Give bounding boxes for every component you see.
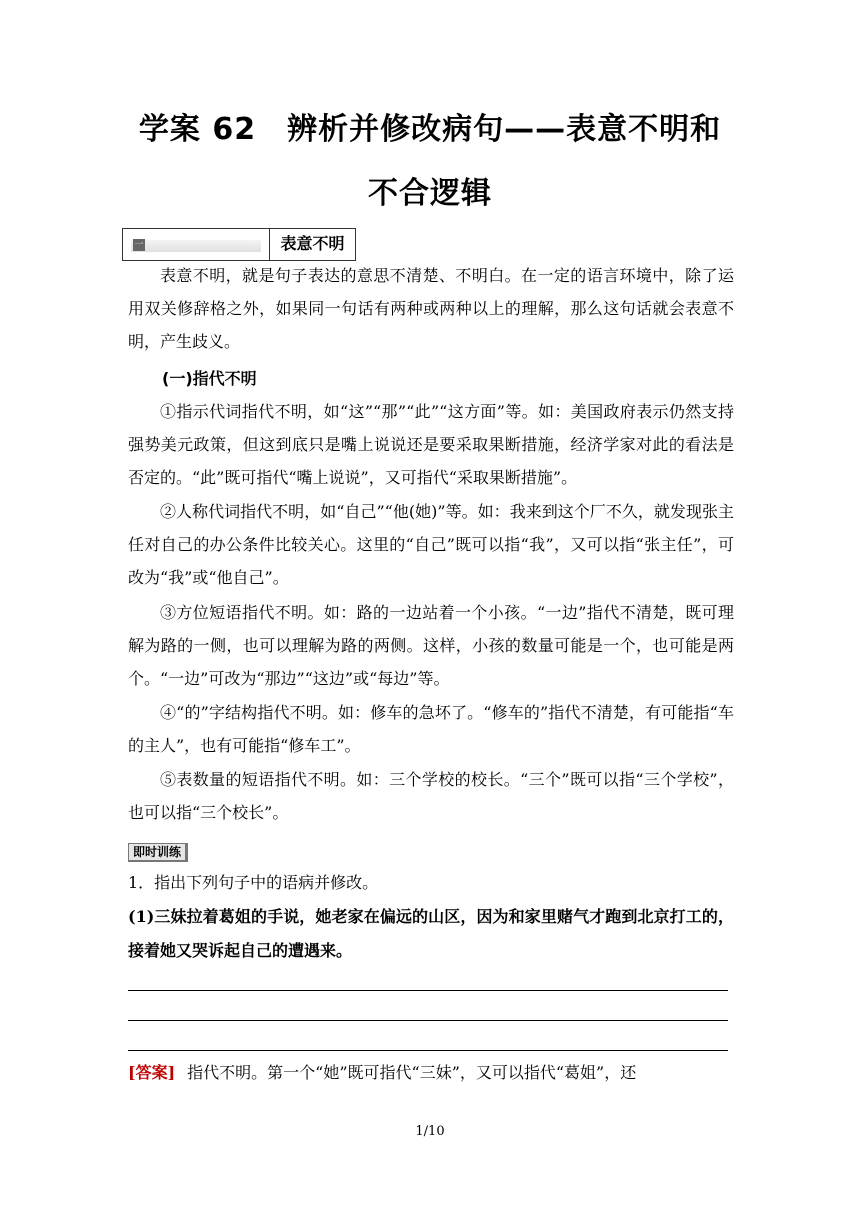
section-header — [122, 228, 356, 261]
section-header-bar — [123, 229, 270, 260]
item-paragraph-1: ①指示代词指代不明，如“这”“那”“此”“这方面”等。如：美国政府表示仍然支持强势美元政策，但这到底只是嘴上说说还是要采取果断措施，经济学家对此的看法是否定的。“此”既可指代“嘴上说说”，又可指代“采取果断措施”。 — [128, 402, 734, 487]
answer-tag: [答案] — [128, 1063, 176, 1082]
item-paragraph-4: ④“的”字结构指代不明。如：修车的急坏了。“修车的”指代不清楚，有可能指“车的主人”，也有可能指“修车工”。 — [128, 703, 734, 755]
item-paragraph-5: ⑤表数量的短语指代不明。如：三个学校的校长。“三个”既可以指“三个学校”，也可以指“三个校长”。 — [128, 770, 734, 822]
answer-line-3 — [128, 1050, 728, 1051]
answer-line-1 — [128, 990, 728, 991]
section-bar-decoration — [131, 240, 261, 252]
question-1-text: (1)三妹拉着葛姐的手说，她老家在偏远的山区，因为和家里赌气才跑到北京打工的，接着她又哭诉起自己的遭遇来。 — [128, 907, 734, 960]
section-number: 一 — [134, 240, 144, 250]
item-paragraph-2: ②人称代词指代不明，如“自己”“他(她)”等。如：我来到这个厂不久，就发现张主任对自己的办公条件比较关心。这里的“自己”既可以指“我”，又可以指“张主任”，可改为“我”或“他自己”。 — [128, 502, 734, 587]
page-title-line-2: 不合逻辑 — [368, 176, 492, 211]
question-heading: 1．指出下列句子中的语病并修改。 — [128, 873, 379, 892]
item-paragraph-3: ③方位短语指代不明。如：路的一边站着一个小孩。“一边”指代不清楚，既可理解为路的一侧，也可以理解为路的两侧。这样，小孩的数量可能是一个，也可能是两个。“一边”可改为“那边”“这边”或“每边”等。 — [128, 603, 734, 688]
intro-paragraph: 表意不明，就是句子表达的意思不清楚、不明白。在一定的语言环境中，除了运用双关修辞格之外，如果同一句话有两种或两种以上的理解，那么这句话就会表意不明，产生歧义。 — [128, 266, 734, 351]
answer-text: 指代不明。第一个“她”既可指代“三妹”，又可以指代“葛姐”，还 — [187, 1063, 637, 1082]
practice-badge: 即时训练 — [128, 843, 188, 862]
section-label: 表意不明 — [280, 234, 345, 253]
page-title-line-1: 学案 62 辨析并修改病句——表意不明和 — [138, 112, 722, 147]
page-number: 1/10 — [415, 1124, 445, 1139]
subsection-heading: (一)指代不明 — [162, 369, 257, 388]
answer-line-2 — [128, 1020, 728, 1021]
answer-paragraph — [128, 1058, 734, 1088]
